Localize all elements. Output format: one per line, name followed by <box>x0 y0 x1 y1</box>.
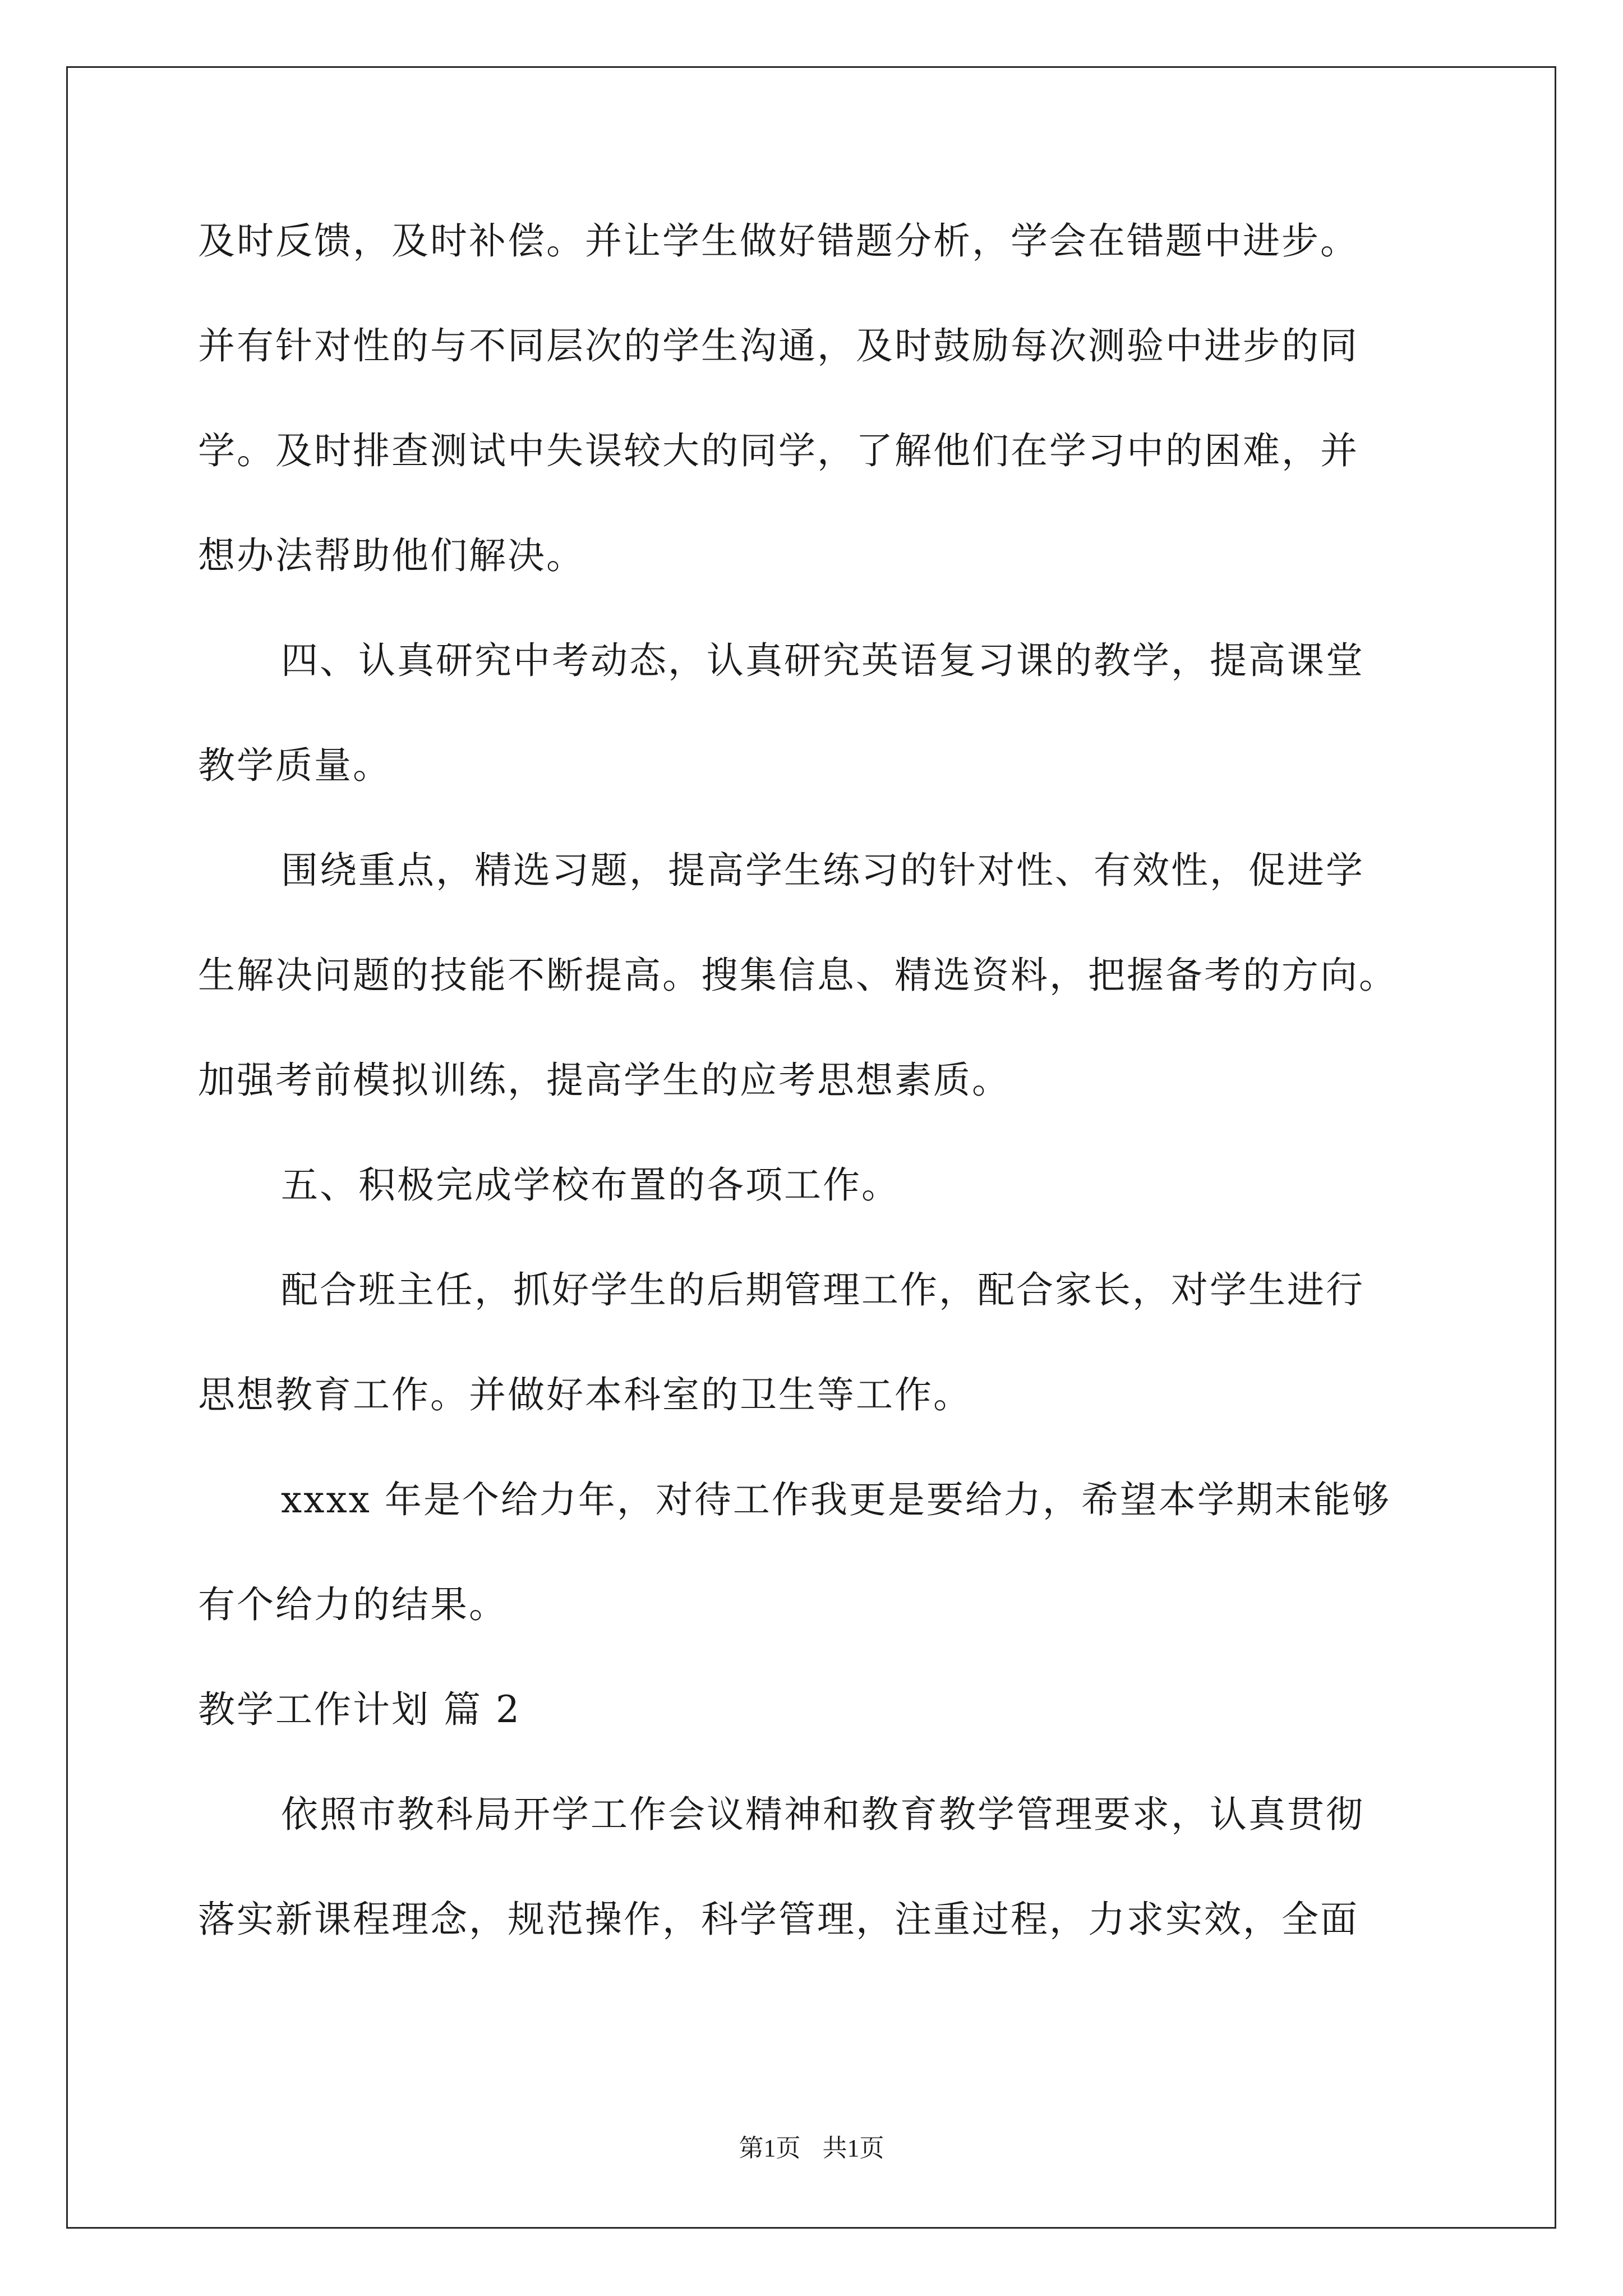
paragraph-start: 配合班主任，抓好学生的后期管理工作，配合家长，对学生进行 <box>281 1268 1364 1312</box>
text-line: 落实新课程理念，规范操作，科学管理，注重过程，力求实效，全面 <box>198 1898 1359 1941</box>
page-number: 第1页 <box>739 2134 801 2162</box>
text-line: 学。及时排查测试中失误较大的同学，了解他们在学习中的困难，并 <box>198 429 1359 472</box>
section-heading: 四、认真研究中考动态，认真研究英语复习课的教学，提高课堂 <box>281 639 1364 682</box>
document-heading: 教学工作计划 篇 2 <box>198 1688 521 1731</box>
text-line: 及时反馈，及时补偿。并让学生做好错题分析，学会在错题中进步。 <box>198 219 1359 263</box>
paragraph-start: xxxx 年是个给力年，对待工作我更是要给力，希望本学期末能够 <box>281 1478 1391 1521</box>
text-line: 生解决问题的技能不断提高。搜集信息、精选资料，把握备考的方向。 <box>198 954 1398 997</box>
paragraph-start: 依照市教科局开学工作会议精神和教育教学管理要求，认真贯彻 <box>281 1793 1364 1836</box>
text-line: 思想教育工作。并做好本科室的卫生等工作。 <box>198 1373 972 1416</box>
text-line: 想办法帮助他们解决。 <box>198 534 585 577</box>
section-heading: 五、积极完成学校布置的各项工作。 <box>281 1163 900 1207</box>
text-line: 加强考前模拟训练，提高学生的应考思想素质。 <box>198 1059 1011 1102</box>
text-line: 教学质量。 <box>198 744 391 787</box>
paragraph-start: 围绕重点，精选习题，提高学生练习的针对性、有效性，促进学 <box>281 849 1364 892</box>
text-line: 有个给力的结果。 <box>198 1583 508 1626</box>
text-line: 并有针对性的与不同层次的学生沟通，及时鼓励每次测验中进步的同 <box>198 324 1359 367</box>
page-total: 共1页 <box>822 2134 884 2162</box>
page-footer <box>0 2132 1623 2165</box>
